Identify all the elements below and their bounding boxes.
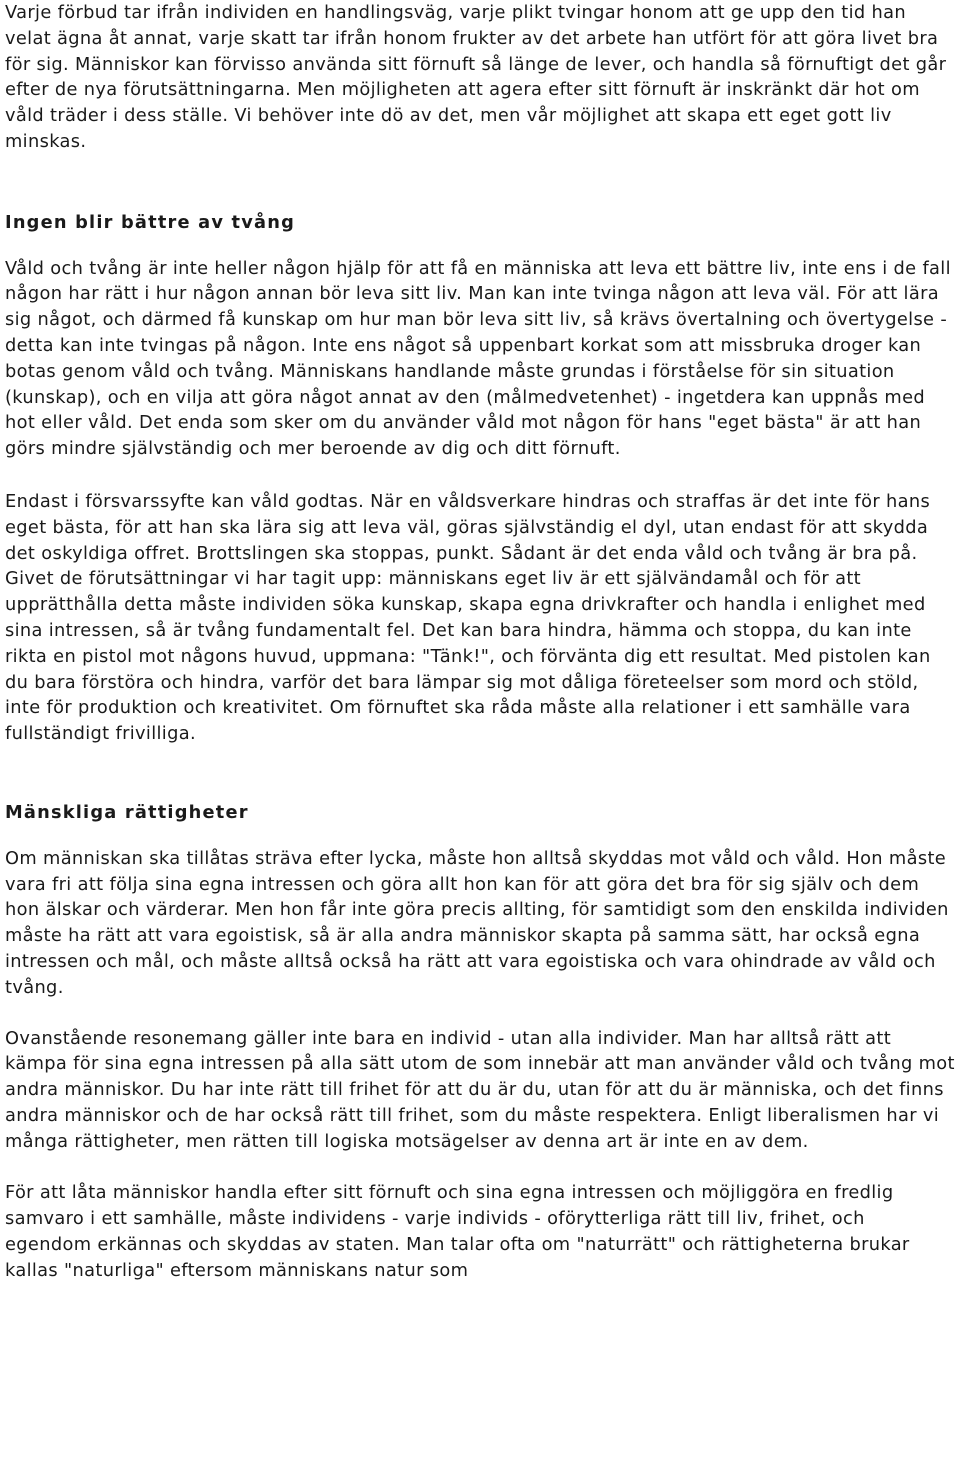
paragraph-givet-de-forutsattningar: Givet de förutsättningar vi har tagit upp: människans eget liv är ett självändamål och för att upprätthålla detta måste individen söka kunskap, skapa egna drivkrafter och handla i enlighet med sina intressen, så är tvång fundamentalt fel. Det kan bara hindra, hämma och stoppa, du kan inte rikta en pistol mot någons huvud, uppmana: "Tänk!", och förvänta dig ett resultat. Med pistolen kan du bara förstöra och hindra, varför det bara lämpar sig mot dåliga företeelser som mord och stöld, inte för produktion och kreativitet. Om förnuftet ska råda måste alla relationer i ett samhälle vara fullständigt frivilliga. — [5, 568, 931, 745]
document-page — [5, 0, 957, 1461]
heading-manskliga-rattigheter: Mänskliga rättigheter — [5, 801, 249, 823]
heading-ingen-blir-battre-av-tvang: Ingen blir bättre av tvång — [5, 211, 295, 233]
paragraph-om-manniskan: Om människan ska tillåtas sträva efter lycka, måste hon alltså skyddas mot våld och våld. Hon måste vara fri att följa sina egna intressen och göra allt hon kan för att göra det bra för sig själv och dem hon älskar och värderar. Men hon får inte göra precis allting, för samtidigt som den enskilda individen måste ha rätt att vara egoistisk, så är alla andra människor skapta på samma sätt, har också egna intressen och mål, och måste alltså också ha rätt att vara egoistiska och vara ohindrade av våld och tvång. — [5, 847, 949, 998]
paragraph-endast-i-forsvarssyfte: Endast i försvarssyfte kan våld godtas. När en våldsverkare hindras och straffas är det inte för hans eget bästa, för att han ska lära sig att leva väl, göras självständig el dyl, utan endast för att skydda det oskyldiga offret. Brottslingen ska stoppas, punkt. Sådant är det enda våld och tvång är bra på. — [5, 490, 931, 564]
paragraph-ovanstaende-resonemang: Ovanstående resonemang gäller inte bara en individ - utan alla individer. Man har alltså rätt att kämpa för sina egna intressen på alla sätt utom de som innebär att man använder våld och tvång mot andra människor. Du har inte rätt till frihet för att du är du, utan för att du är människa, och det finns andra människor och de har också rätt till frihet, som du måste respektera. Enligt liberalismen har vi många rättigheter, men rätten till logiska motsägelser av denna art är inte en av dem. — [5, 1027, 955, 1152]
paragraph-intro: Varje förbud tar ifrån individen en handlingsväg, varje plikt tvingar honom att ge upp den tid han velat ägna åt annat, varje skatt tar ifrån honom frukter av det arbete han utfört för att göra livet bra för sig. Människor kan förvisso använda sitt förnuft så länge de lever, och handla så förnuftigt det går efter de nya förutsättningarna. Men möjligheten att agera efter sitt förnuft är inskränkt där hot om våld träder i dess ställe. Vi behöver inte dö av det, men vår möjlighet att skapa ett eget gott liv minskas. — [5, 2, 947, 152]
paragraph-vald-och-tvang: Våld och tvång är inte heller någon hjälp för att få en människa att leva ett bättre liv, inte ens i de fall någon har rätt i hur någon annan bör leva sitt liv. Man kan inte tvinga någon att leva väl. För att lära sig något, och därmed få kunskap om hur man bör leva sitt liv, så krävs övertalning och övertygelse - detta kan inte tvingas på någon. Inte ens något så uppenbart korkat som att missbruka droger kan botas genom våld och tvång. Människans handlande måste grundas i förståelse för sin situation (kunskap), och en vilja att göra något annat av den (målmedvetenhet) - ingetdera kan uppnås med hot eller våld. Det enda som sker om du använder våld mot någon för hans "eget bästa" är att han görs mindre självständig och mer beroende av dig och ditt förnuft. — [5, 257, 951, 460]
paragraph-for-att-lata-manniskor: För att låta människor handla efter sitt förnuft och sina egna intressen och möjliggöra en fredlig samvaro i ett samhälle, måste individens - varje individs - oförytterliga rätt till liv, frihet, och egendom erkännas och skyddas av staten. Man talar ofta om "naturrätt" och rättigheterna brukar kallas "naturliga" eftersom människans natur som — [5, 1182, 910, 1281]
